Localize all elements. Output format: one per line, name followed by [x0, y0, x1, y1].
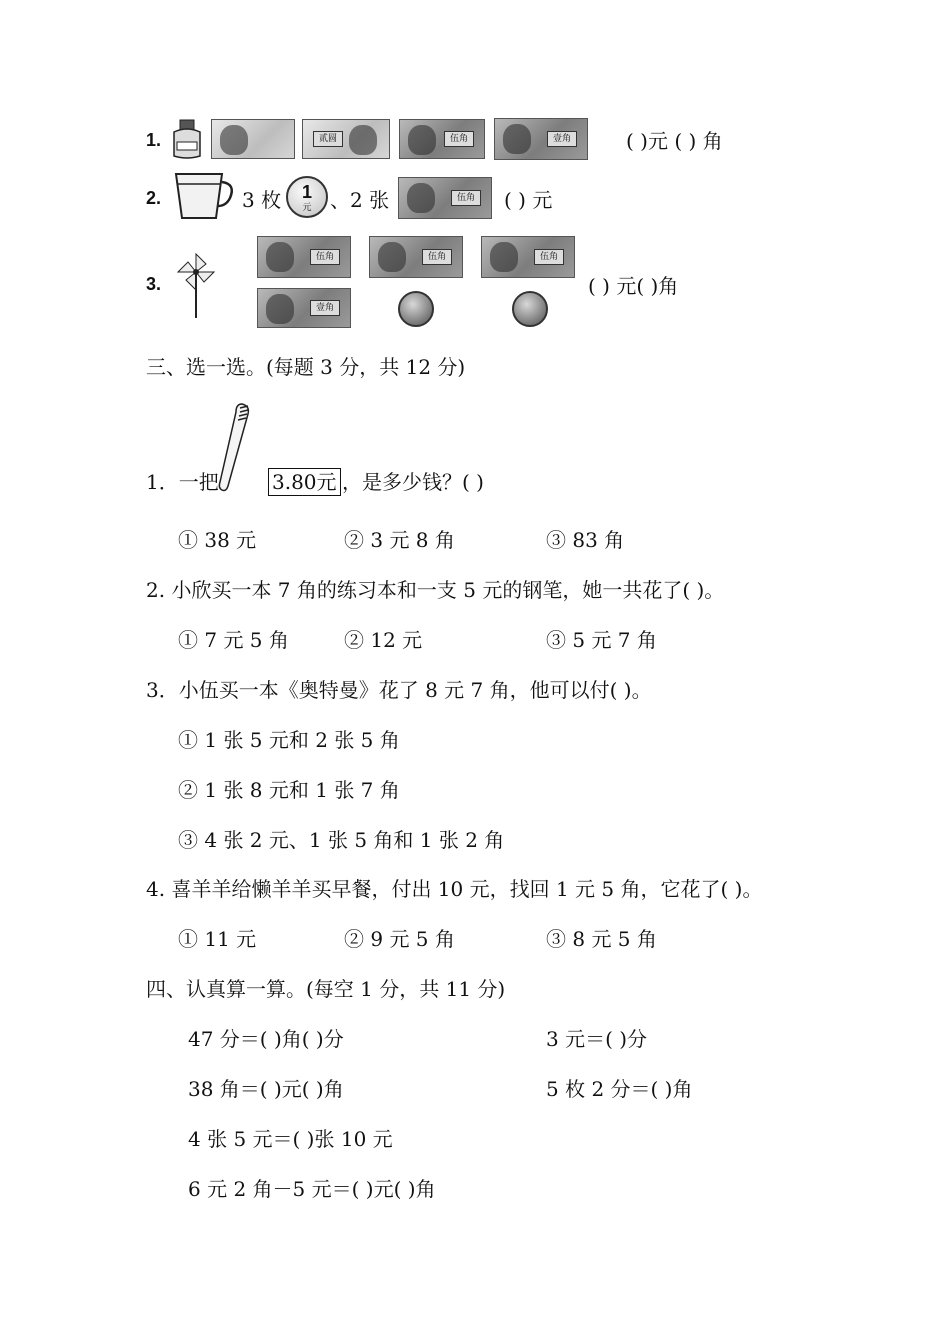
ink-bottle-icon — [170, 118, 204, 160]
item-text: 、2 张 — [330, 188, 390, 212]
item-number: 2. — [146, 188, 162, 208]
pinwheel-icon — [172, 250, 220, 320]
option[interactable]: ③ 5 元 7 角 — [546, 628, 657, 652]
question-text[interactable]: 4. 喜羊羊给懒羊羊买早餐，付出 10 元，找回 1 元 5 角，它花了( )。 — [146, 877, 763, 901]
answer-blank[interactable]: ( ) 元 — [504, 188, 553, 212]
cup-icon — [172, 170, 238, 222]
section-heading: 四、认真算一算。(每空 1 分，共 11 分) — [146, 977, 506, 1001]
coin-icon — [398, 291, 434, 327]
banknote-image: 贰圆 — [302, 119, 390, 159]
banknote-image: 伍角 — [481, 236, 575, 278]
one-yuan-coin-icon: 1 元 — [286, 176, 328, 218]
option[interactable]: ③ 83 角 — [546, 528, 625, 552]
banknote-image: 壹角 — [257, 288, 351, 328]
item-text: 3 枚 — [242, 188, 282, 212]
banknote-image: 伍角 — [399, 119, 485, 159]
toothbrush-icon — [214, 400, 254, 492]
question-text[interactable]: ，是多少钱？( ) — [342, 470, 484, 494]
option[interactable]: ① 7 元 5 角 — [178, 628, 289, 652]
banknote-image: 伍角 — [398, 177, 492, 219]
banknote-image: 壹角 — [494, 118, 588, 160]
coin-icon — [512, 291, 548, 327]
option[interactable]: ② 12 元 — [344, 628, 423, 652]
item-number: 1. — [146, 130, 162, 150]
calc-blank[interactable]: 6 元 2 角－5 元＝( )元( )角 — [188, 1177, 436, 1201]
option[interactable]: ① 1 张 5 元和 2 张 5 角 — [178, 728, 400, 752]
option[interactable]: ② 3 元 8 角 — [344, 528, 455, 552]
item-number: 3. — [146, 274, 162, 294]
calc-blank[interactable]: 5 枚 2 分＝( )角 — [546, 1077, 693, 1101]
banknote-image: 伍角 — [369, 236, 463, 278]
option[interactable]: ① 11 元 — [178, 927, 257, 951]
question-text[interactable]: 3．小伍买一本《奥特曼》花了 8 元 7 角，他可以付( )。 — [146, 678, 652, 702]
option[interactable]: ③ 8 元 5 角 — [546, 927, 657, 951]
price-tag: 3.80元 — [268, 468, 341, 496]
section-heading: 三、选一选。(每题 3 分，共 12 分) — [146, 355, 466, 379]
option[interactable]: ① 38 元 — [178, 528, 257, 552]
option[interactable]: ② 9 元 5 角 — [344, 927, 455, 951]
calc-blank[interactable]: 3 元＝( )分 — [546, 1027, 648, 1051]
banknote-image — [211, 119, 295, 159]
banknote-image: 伍角 — [257, 236, 351, 278]
option[interactable]: ② 1 张 8 元和 1 张 7 角 — [178, 778, 400, 802]
answer-blank[interactable]: ( ) 元( )角 — [588, 274, 679, 298]
calc-blank[interactable]: 4 张 5 元＝( )张 10 元 — [188, 1127, 393, 1151]
calc-blank[interactable]: 47 分＝( )角( )分 — [188, 1027, 344, 1051]
answer-blank[interactable]: ( )元 ( ) 角 — [626, 129, 723, 153]
option[interactable]: ③ 4 张 2 元、1 张 5 角和 1 张 2 角 — [178, 828, 505, 852]
question-text[interactable]: 2. 小欣买一本 7 角的练习本和一支 5 元的钢笔，她一共花了( )。 — [146, 578, 725, 602]
question-text: 1．一把 — [146, 470, 219, 494]
calc-blank[interactable]: 38 角＝( )元( )角 — [188, 1077, 344, 1101]
